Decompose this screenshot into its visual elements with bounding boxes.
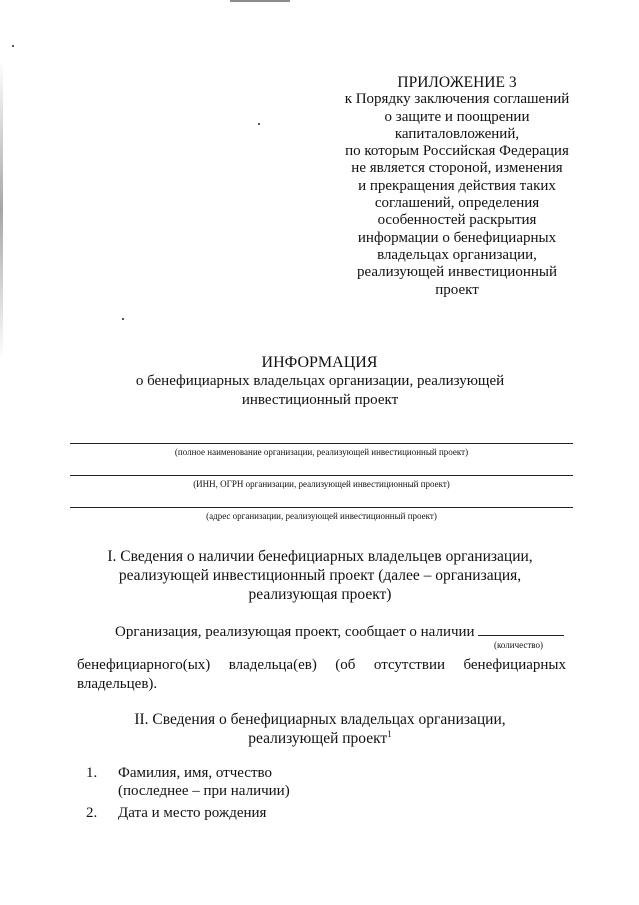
list-text-line: Дата и место рождения [118, 805, 267, 821]
appendix-line: владельцах организации, [377, 246, 537, 263]
appendix-line: по которым Российская Федерация [345, 143, 569, 160]
paragraph-word: отсутствии [373, 657, 445, 673]
address-field[interactable] [70, 507, 573, 508]
appendix-line: к Порядку заключения соглашений [344, 91, 570, 108]
org-name-caption: (полное наименование организации, реализующей инвестиционный проект) [174, 447, 469, 457]
scan-speck [258, 123, 260, 125]
list-number: 2. [86, 805, 98, 821]
appendix-line: не является стороной, изменения [351, 160, 563, 177]
list-number: 1. [86, 765, 98, 781]
paragraph-word: (об [335, 657, 356, 673]
scan-speck [122, 318, 124, 320]
appendix-title: ПРИЛОЖЕНИЕ 3 [397, 74, 517, 91]
appendix-line: особенностей раскрытия [377, 212, 537, 229]
paragraph-text: Организация, реализующая проект, сообщает о наличии [115, 624, 475, 640]
paragraph-line-end: владельцев). [77, 676, 158, 692]
appendix-line: соглашений, определения [374, 195, 540, 212]
appendix-line: капиталовложений, [394, 125, 520, 142]
heading-line: I. Сведения о наличии бенефициарных владельцев организации, [107, 548, 533, 565]
appendix-line: реализующей инвестиционный [357, 264, 557, 281]
heading-line [80, 729, 560, 748]
heading-line: реализующая проект) [248, 586, 392, 603]
appendix-line: и прекращения действия таких [358, 177, 556, 194]
quantity-field[interactable] [478, 623, 564, 636]
paragraph-line [77, 656, 566, 675]
inn-ogrn-field[interactable] [70, 475, 573, 476]
scan-smudge [230, 0, 290, 2]
document-title: ИНФОРМАЦИЯ [261, 354, 378, 371]
section-1-heading [80, 547, 560, 604]
appendix-line: проект [435, 281, 479, 298]
list-text-line: (последнее – при наличии) [118, 782, 290, 799]
paragraph-word: бенефициарных [463, 657, 566, 673]
org-name-field[interactable] [70, 443, 573, 444]
heading-line: реализующей инвестиционный проект (далее – организация, [118, 567, 522, 584]
heading-text: реализующей проект [248, 730, 388, 747]
appendix-line: о защите и поощрении [384, 108, 530, 125]
inn-ogrn-caption: (ИНН, ОГРН организации, реализующей инвестиционный проект) [193, 479, 450, 489]
subtitle-line: о бенефициарных владельцах организации, реализующей [135, 373, 505, 389]
document-subtitle [100, 372, 540, 409]
scan-edge-shadow [0, 60, 3, 360]
appendix-line: информации о бенефициарных [357, 229, 557, 246]
heading-line: II. Сведения о бенефициарных владельцах организации, [134, 711, 506, 728]
quantity-caption: (количество) [494, 640, 543, 650]
address-caption: (адрес организации, реализующей инвестиционный проект) [206, 511, 437, 521]
scan-speck [12, 45, 14, 47]
footnote-mark: 1 [387, 728, 392, 739]
subtitle-line: инвестиционный проект [241, 391, 399, 408]
list-text [118, 805, 418, 823]
list-text-line: Фамилия, имя, отчество [118, 765, 272, 781]
list-text [118, 765, 418, 800]
paragraph-word: владельца(ев) [228, 657, 317, 673]
section-2-heading [80, 710, 560, 748]
appendix-block [320, 74, 594, 299]
paragraph-word: бенефициарного(ых) [77, 657, 211, 673]
